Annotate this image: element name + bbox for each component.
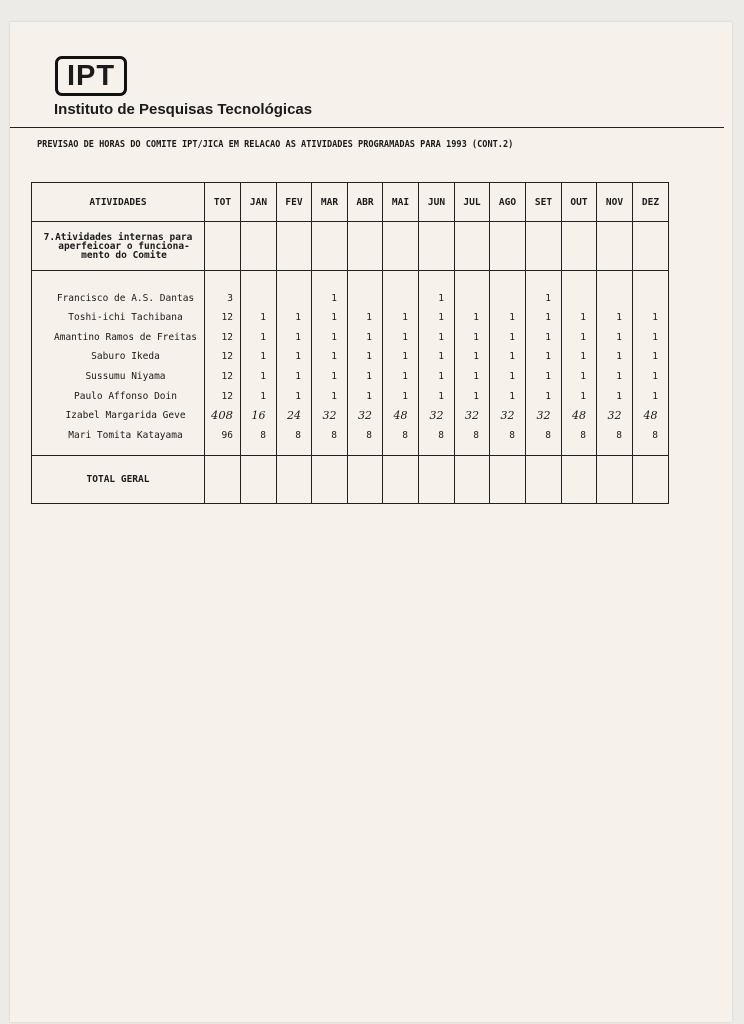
month-value: 8: [545, 429, 551, 441]
col-header-jan: JAN: [241, 183, 277, 222]
month-list: [241, 289, 276, 446]
empty-cell: [383, 456, 419, 504]
month-value: 1: [473, 312, 479, 324]
month-cell: [241, 271, 277, 456]
empty-cell: [455, 222, 490, 271]
person-name: Toshi-ichi Tachibana: [68, 312, 183, 324]
month-list: [419, 289, 454, 446]
empty-cell: [205, 456, 241, 504]
month-list: [633, 289, 668, 446]
month-value: 8: [260, 429, 266, 441]
month-list: [312, 289, 347, 446]
month-value: 8: [509, 429, 515, 441]
col-header-abr: ABR: [348, 183, 383, 222]
ipt-logo: [55, 56, 127, 96]
empty-cell: [419, 456, 455, 504]
month-value: 1: [260, 390, 266, 402]
hours-table: [31, 182, 669, 504]
section-title-line: 7.Atividades internas para: [43, 231, 193, 243]
month-value: 1: [438, 371, 444, 382]
month-value: 1: [331, 331, 337, 343]
month-value: 1: [580, 331, 586, 343]
person-name: Saburo Ikeda: [91, 351, 160, 363]
month-value: 1: [260, 312, 266, 324]
person-name: Paulo Affonso Doin: [74, 390, 177, 402]
month-value: 32: [500, 409, 515, 423]
month-value: 1: [545, 312, 551, 324]
empty-cell: [597, 456, 633, 504]
month-value: 1: [652, 331, 658, 343]
month-value: 1: [402, 371, 408, 382]
empty-cell: [633, 456, 669, 504]
month-value: 8: [652, 429, 658, 441]
empty-cell: [562, 456, 597, 504]
month-value: 1: [295, 312, 301, 324]
month-cell: [455, 271, 490, 456]
month-value: [383, 289, 418, 309]
empty-cell: [562, 222, 597, 271]
col-header-ago: AGO: [490, 183, 526, 222]
empty-cell: [241, 222, 277, 271]
month-value: 8: [580, 429, 586, 441]
month-value: 1: [366, 390, 372, 402]
month-value: 1: [652, 390, 658, 402]
person-name: Mari Tomita Katayama: [68, 429, 183, 441]
empty-cell: [348, 222, 383, 271]
col-header-atividades: ATIVIDADES: [32, 183, 205, 222]
month-list: [455, 289, 489, 446]
month-value: 1: [295, 331, 301, 343]
month-list: [490, 289, 525, 446]
section-title-line: aperfeicoar o funciona-: [58, 240, 190, 252]
month-value: 8: [295, 429, 301, 441]
section-row: [32, 222, 669, 271]
month-value: 1: [473, 371, 479, 382]
month-value: 1: [331, 371, 337, 382]
empty-cell: [205, 222, 241, 271]
header-row: [32, 183, 669, 222]
month-cell: [419, 271, 455, 456]
month-value: 1: [509, 312, 515, 324]
logo-text: IPT: [66, 59, 116, 92]
header-divider: [10, 127, 724, 128]
month-value: 1: [616, 331, 622, 343]
month-value: 1: [473, 390, 479, 402]
tot-list: [205, 289, 240, 446]
month-value: 1: [473, 351, 479, 363]
month-value: 8: [473, 429, 479, 441]
month-cell: [348, 271, 383, 456]
month-value: 1: [616, 371, 622, 382]
section-title-line: mento do Comite: [81, 249, 167, 261]
month-value: [277, 289, 311, 309]
month-cell: [633, 271, 669, 456]
month-value: 1: [473, 331, 479, 343]
document-page: [10, 22, 732, 1022]
person-total: 12: [221, 371, 233, 382]
month-cell: [312, 271, 348, 456]
person-total: 12: [221, 331, 233, 343]
month-value: 8: [366, 429, 372, 441]
month-value: 1: [545, 390, 551, 402]
month-value: 32: [429, 409, 444, 423]
month-value: 1: [366, 351, 372, 363]
month-list: [277, 289, 311, 446]
empty-cell: [490, 222, 526, 271]
person-name: Sussumu Niyama: [85, 371, 166, 382]
month-value: 1: [295, 371, 301, 382]
month-value: 1: [438, 351, 444, 363]
person-name: Amantino Ramos de Freitas: [54, 331, 197, 343]
month-value: [562, 289, 596, 309]
month-value: [348, 289, 382, 309]
month-value: 1: [545, 292, 551, 304]
month-cell: [526, 271, 562, 456]
month-value: 1: [366, 312, 372, 324]
month-cell: [562, 271, 597, 456]
month-value: 48: [393, 409, 408, 423]
month-value: 8: [331, 429, 337, 441]
month-value: 1: [580, 312, 586, 324]
month-value: 1: [545, 331, 551, 343]
month-value: 1: [295, 351, 301, 363]
month-value: 1: [331, 351, 337, 363]
empty-cell: [241, 456, 277, 504]
tot-cell: [205, 271, 241, 456]
month-value: 32: [358, 409, 372, 423]
month-list: [562, 289, 596, 446]
col-header-out: OUT: [562, 183, 597, 222]
month-value: [490, 289, 525, 309]
month-value: [241, 289, 276, 309]
month-value: 1: [616, 312, 622, 324]
month-value: 1: [438, 331, 444, 343]
empty-cell: [383, 222, 419, 271]
month-value: 32: [322, 409, 337, 423]
empty-cell: [312, 456, 348, 504]
empty-cell: [277, 456, 312, 504]
document-title: PREVISAO DE HORAS DO COMITE IPT/JICA EM RELACAO AS ATIVIDADES PROGRAMADAS PARA 1993 (CONT.2): [37, 139, 514, 150]
month-value: 1: [545, 351, 551, 363]
month-value: [633, 289, 668, 309]
empty-cell: [597, 222, 633, 271]
people-row: [32, 271, 669, 456]
person-name: Francisco de A.S. Dantas: [56, 292, 195, 304]
empty-cell: [633, 222, 669, 271]
month-value: 16: [251, 409, 266, 423]
month-value: [455, 289, 489, 309]
month-value: 1: [295, 390, 301, 402]
month-value: 48: [572, 409, 586, 423]
month-value: 8: [616, 429, 622, 441]
person-total: 12: [221, 351, 233, 363]
month-value: 8: [438, 429, 444, 441]
empty-cell: [455, 456, 490, 504]
month-value: 1: [402, 331, 408, 343]
month-list: [526, 289, 561, 446]
col-header-dez: DEZ: [633, 183, 669, 222]
month-value: 1: [652, 351, 658, 363]
month-value: 1: [402, 351, 408, 363]
month-value: 1: [438, 390, 444, 402]
institution-name: Instituto de Pesquisas Tecnológicas: [54, 101, 313, 118]
month-value: 1: [580, 351, 586, 363]
col-header-jun: JUN: [419, 183, 455, 222]
month-value: 32: [465, 409, 479, 423]
month-value: 1: [366, 371, 372, 382]
col-header-tot: TOT: [205, 183, 241, 222]
names-list: [32, 289, 204, 446]
col-header-mar: MAR: [312, 183, 348, 222]
month-value: 1: [509, 331, 515, 343]
month-value: 32: [607, 409, 622, 423]
month-value: 8: [402, 429, 408, 441]
month-value: 1: [260, 331, 266, 343]
month-value: 1: [616, 351, 622, 363]
person-total: 408: [211, 408, 233, 423]
month-value: 24: [287, 409, 301, 423]
month-value: 1: [652, 371, 658, 382]
month-cell: [277, 271, 312, 456]
month-value: 1: [616, 390, 622, 402]
person-total: 12: [221, 312, 233, 324]
month-value: 1: [402, 390, 408, 402]
col-header-fev: FEV: [277, 183, 312, 222]
month-value: 1: [438, 312, 444, 324]
empty-cell: [312, 222, 348, 271]
names-cell: [32, 271, 205, 456]
month-list: [383, 289, 418, 446]
total-label: TOTAL GERAL: [32, 456, 205, 504]
section-title: [32, 222, 205, 271]
empty-cell: [526, 222, 562, 271]
month-value: 1: [580, 390, 586, 402]
month-value: 1: [260, 371, 266, 382]
empty-cell: [419, 222, 455, 271]
col-header-nov: NOV: [597, 183, 633, 222]
month-value: 1: [331, 312, 337, 324]
month-value: 1: [652, 312, 658, 324]
month-cell: [383, 271, 419, 456]
month-value: [597, 289, 632, 309]
col-header-mai: MAI: [383, 183, 419, 222]
month-value: 1: [509, 390, 515, 402]
month-cell: [490, 271, 526, 456]
month-value: 1: [331, 292, 337, 304]
month-value: 1: [366, 331, 372, 343]
month-value: 1: [331, 390, 337, 402]
total-row: [32, 456, 669, 504]
month-value: 1: [580, 371, 586, 382]
empty-cell: [348, 456, 383, 504]
month-value: 1: [509, 351, 515, 363]
month-list: [597, 289, 632, 446]
month-cell: [597, 271, 633, 456]
empty-cell: [277, 222, 312, 271]
person-total: 3: [227, 292, 233, 304]
col-header-jul: JUL: [455, 183, 490, 222]
month-value: 48: [643, 409, 658, 423]
month-value: 32: [536, 409, 551, 423]
month-value: 1: [260, 351, 266, 363]
month-value: 1: [402, 312, 408, 324]
col-header-set: SET: [526, 183, 562, 222]
person-name: Izabel Margarida Geve: [65, 410, 186, 422]
month-list: [348, 289, 382, 446]
month-value: 1: [545, 371, 551, 382]
person-total: 12: [221, 390, 233, 402]
empty-cell: [526, 456, 562, 504]
month-value: 1: [438, 292, 444, 304]
month-value: 1: [509, 371, 515, 382]
person-total: 96: [221, 429, 233, 441]
empty-cell: [490, 456, 526, 504]
